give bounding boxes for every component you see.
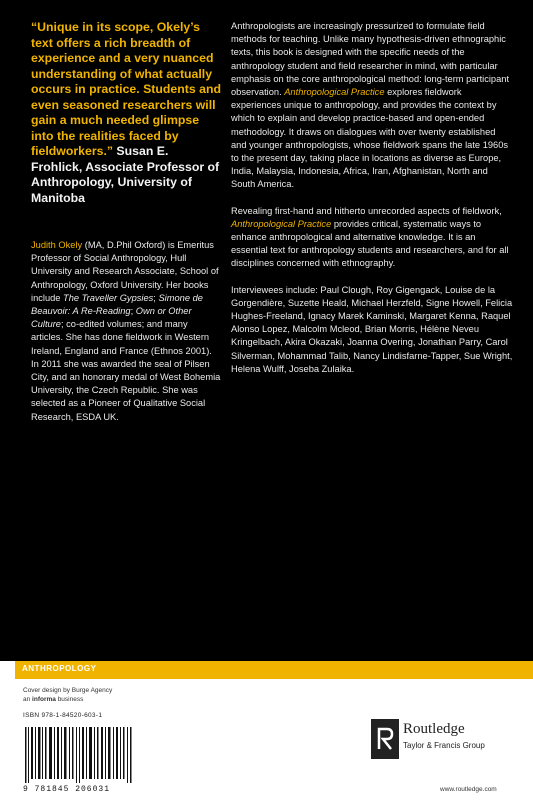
bio-text: (MA, D.Phil Oxford) is Emeritus Professor of Social Anthropology, Hull University and Research Associate, School of Anthropology, Oxford University. Her books include [31,240,219,303]
barcode-icon [23,727,135,783]
publisher-name: Routledge [403,721,465,737]
quote-attribution: Susan E. Frohlick, Associate Professor of Anthropology, University of Manitoba [31,144,220,205]
description-paragraph-1 [231,20,513,192]
interviewees-paragraph: Interviewees include: Paul Clough, Roy Gigengack, Louise de la Gorgendière, Suzette Heald, Michael Herzfeld, Signe Howell, Felicia Hughes-Freeland, Ignacy Marek Kaminski, Margaret Kenna, Raquel Alonso Lopez, Malcolm Mcleod, Brian Morris, Hélène Neveu Kringelbach, Akira Okazaki, Joanna Overing, Jonathan Parry, Carol Silverman, Mohammad Talib, Nancy Lindisfarne-Tapper, Sue Wright, Helena Wulff, Joseba Zulaika. [231,284,513,374]
cover-credit [23,686,112,704]
description-text: Anthropologists are increasingly pressurized to formulate field methods for teaching. Unlike many hypothesis-driven ethnographic texts, this book is designed with the specific needs of the anthropology student and field researcher in mind, with particular emphasis on the core anthropological method: long-term participant observation. [231,21,510,98]
informa-line [23,695,112,704]
bio-text: ; co-edited volumes; and many articles. She has done fieldwork in Western Ireland, England and France (Ethnos 2001). In 2011 she was awarded the seal of Pilsen City, and an honorary medal of West Bohemia University, the Czech Republic. She was selected as a Pioneer of Qualitative Social Research, ESDA UK. [31,319,221,422]
book-title: The Traveller Gypsies [63,292,154,303]
isbn: ISBN 978-1-84520-603-1 [23,712,103,719]
info-panel-white [15,679,533,800]
informa-suffix: business [55,696,84,703]
barcode-number: 9 781845 206031 [23,785,111,794]
bottom-band [0,661,533,800]
book-title: Anthropological Practice [231,218,332,229]
publisher-group: Taylor & Francis Group [403,741,485,750]
author-bio [31,239,221,424]
endorsement-quote [31,20,221,206]
informa-logo-text: informa [32,696,56,703]
publisher-website[interactable]: www.routledge.com [440,786,497,793]
book-title: Own or Other Culture [31,306,192,330]
description-paragraph-2 [231,205,513,271]
bio-separator: ; [130,306,136,317]
routledge-logo-icon [371,719,399,759]
informa-prefix: an [23,696,33,703]
description-column [231,20,513,389]
description-text: provides critical, systematic ways to enhance anthropological and alternative knowledge. It is an essential text for anthropology students and researchers, and for all disciplines concerned with ethnography. [231,218,509,269]
category-label: ANTHROPOLOGY [22,664,97,673]
bio-separator: ; [153,292,159,303]
quote-text: “Unique in its scope, Okely’s text offers a rich breadth of experience and a very nuanced understanding of what actually occurs in practice. Students and even seasoned researchers will gain a much needed glimpse into the realities faced by fieldworkers.” [31,20,221,158]
description-text: explores fieldwork experiences unique to anthropology, and provides the context by which to explain and develop practice-based and open-ended methodology. It draws on dialogues with over twenty established and younger anthropologists, whose fieldwork spans the late 1960s to the present day, taking place in locations as diverse as Europe, India, Malaysia, Indonesia, Africa, Iran, Afghanistan, North and South America. [231,87,509,190]
author-name: Judith Okely [31,240,83,250]
left-column [31,20,221,424]
category-bar [15,661,533,679]
book-title: Anthropological Practice [284,87,385,98]
info-panel [15,679,533,800]
book-title: Simone de Beauvoir: A Re-Reading [31,292,203,317]
description-text: Revealing first-hand and hitherto unrecorded aspects of fieldwork, [231,205,502,216]
cover-design-credit: Cover design by Burge Agency [23,687,113,694]
